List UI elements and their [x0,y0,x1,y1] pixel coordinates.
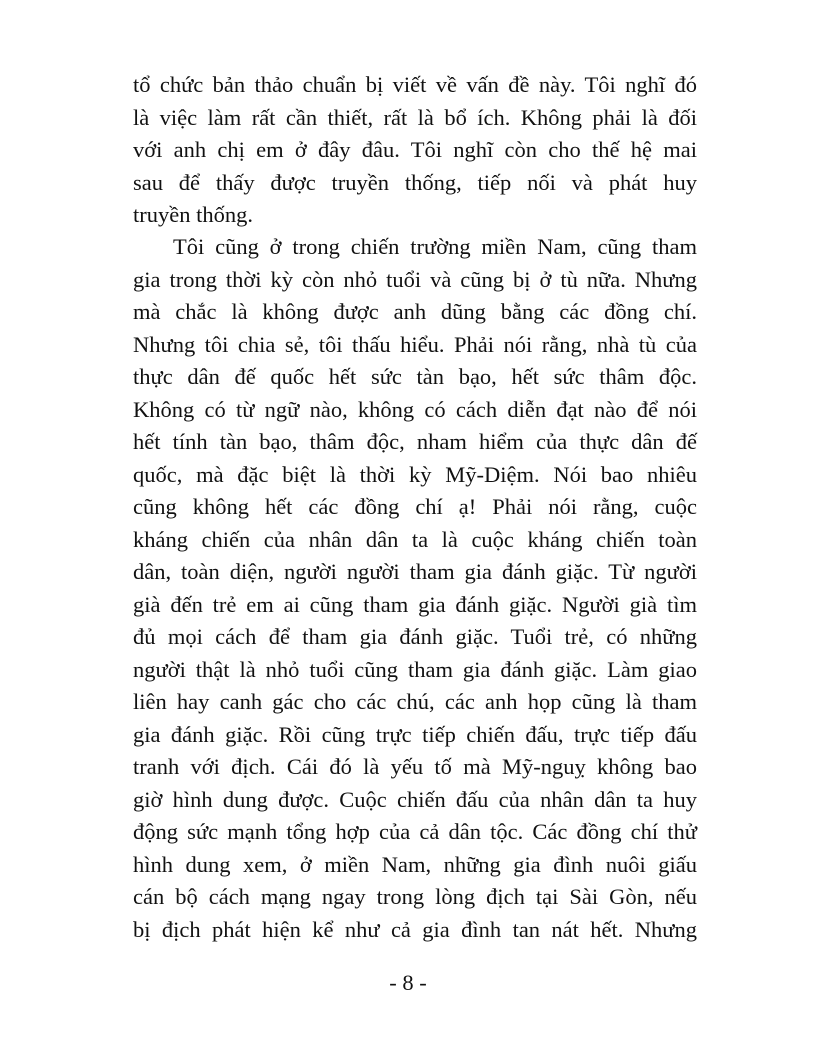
text-line: người thật là nhỏ tuổi cũng tham gia đánh giặc. Làm giao [133,657,697,682]
text-line: cũng không hết các đồng chí ạ! Phải nói rằng, cuộc [133,494,697,519]
text-line: thực dân đế quốc hết sức tàn bạo, hết sức thâm độc. [133,364,697,389]
text-line: là việc làm rất cần thiết, rất là bổ ích. Không phải là đối [133,105,697,130]
text-line: liên hay canh gác cho các chú, các anh họp cũng là tham [133,689,697,714]
page-number: - 8 - [389,970,427,995]
text-line: Không có từ ngữ nào, không có cách diễn đạt nào để nói [133,397,697,422]
text-line: tranh với địch. Cái đó là yếu tố mà Mỹ-nguỵ không bao [133,754,697,779]
text-line: cán bộ cách mạng ngay trong lòng địch tại Sài Gòn, nếu [133,884,697,909]
text-line: mà chắc là không được anh dũng bằng các đồng chí. [133,299,697,324]
text-line: hình dung xem, ở miền Nam, những gia đình nuôi giấu [133,852,697,877]
text-line: già đến trẻ em ai cũng tham gia đánh giặc. Người già tìm [133,592,697,617]
text-line: với anh chị em ở đây đâu. Tôi nghĩ còn cho thế hệ mai [133,137,697,162]
text-line: bị địch phát hiện kể như cả gia đình tan nát hết. Nhưng [133,917,697,942]
text-line: giờ hình dung được. Cuộc chiến đấu của nhân dân ta huy [133,787,697,812]
text-line: đủ mọi cách để tham gia đánh giặc. Tuổi trẻ, có những [133,624,697,649]
text-line: gia trong thời kỳ còn nhỏ tuổi và cũng bị ở tù nữa. Nhưng [133,267,697,292]
text-line: kháng chiến của nhân dân ta là cuộc kháng chiến toàn [133,527,697,552]
text-line: quốc, mà đặc biệt là thời kỳ Mỹ-Diệm. Nói bao nhiêu [133,462,697,487]
text-line: tổ chức bản thảo chuẩn bị viết về vấn đề này. Tôi nghĩ đó [133,72,697,97]
text-line: động sức mạnh tổng hợp của cả dân tộc. Các đồng chí thử [133,819,697,844]
text-line: sau để thấy được truyền thống, tiếp nối và phát huy [133,170,697,195]
text-line: hết tính tàn bạo, thâm độc, nham hiểm của thực dân đế [133,429,697,454]
text-line: gia đánh giặc. Rồi cũng trực tiếp chiến đấu, trực tiếp đấu [133,722,697,747]
text-line: dân, toàn diện, người người tham gia đánh giặc. Từ người [133,559,697,584]
text-line: Tôi cũng ở trong chiến trường miền Nam, cũng tham [173,234,697,259]
text-line: Nhưng tôi chia sẻ, tôi thấu hiểu. Phải nói rằng, nhà tù của [133,332,697,357]
text-line: truyền thống. [133,202,253,227]
